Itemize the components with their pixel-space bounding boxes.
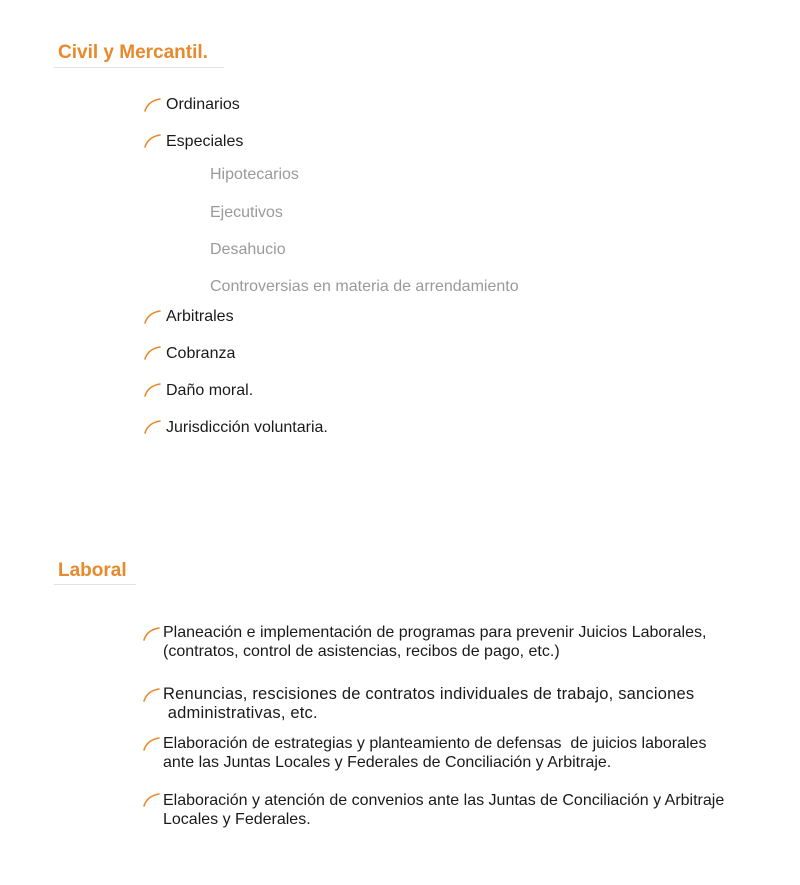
orange-swoosh-icon: [144, 420, 161, 434]
orange-swoosh-icon: [144, 134, 161, 148]
section-underline-civil: [54, 67, 224, 68]
laboral-item-3-line1: Elaboración de estrategias y planteamiento de defensas de juicios laborales: [163, 735, 707, 752]
civil-item-cobranza: Cobranza: [166, 345, 236, 362]
orange-swoosh-icon: [144, 346, 161, 360]
civil-item-ordinarios: Ordinarios: [166, 96, 240, 113]
civil-subitem-hipotecarios: Hipotecarios: [210, 166, 299, 183]
civil-item-dano-moral: Daño moral.: [166, 382, 254, 399]
laboral-item-2-line2: administrativas, etc.: [163, 704, 318, 722]
laboral-item-1: [163, 623, 706, 661]
section-underline-laboral: [54, 584, 136, 585]
orange-swoosh-icon: [143, 737, 160, 751]
orange-swoosh-icon: [144, 310, 161, 324]
laboral-item-4-line1: Elaboración y atención de convenios ante las Juntas de Conciliación y Arbitraje: [163, 792, 725, 809]
laboral-item-2-line1: Renuncias, rescisiones de contratos individuales de trabajo, sanciones: [163, 685, 695, 703]
laboral-item-3-line2: ante las Juntas Locales y Federales de Conciliación y Arbitraje.: [163, 754, 612, 771]
orange-swoosh-icon: [144, 98, 161, 112]
orange-swoosh-icon: [143, 688, 160, 702]
orange-swoosh-icon: [143, 793, 160, 807]
civil-subitem-desahucio: Desahucio: [210, 241, 286, 258]
section-title-laboral: Laboral: [58, 560, 127, 581]
laboral-item-4: [163, 791, 724, 829]
orange-swoosh-icon: [144, 383, 161, 397]
laboral-item-4-line2: Locales y Federales.: [163, 811, 311, 828]
civil-item-arbitrales: Arbitrales: [166, 308, 234, 325]
civil-item-especiales: Especiales: [166, 133, 244, 150]
civil-subitem-ejecutivos: Ejecutivos: [210, 204, 283, 221]
section-title-civil: Civil y Mercantil.: [58, 42, 208, 63]
laboral-item-1-line1: Planeación e implementación de programas para prevenir Juicios Laborales,: [163, 624, 707, 641]
laboral-item-1-line2: (contratos, control de asistencias, recibos de pago, etc.): [163, 643, 560, 660]
laboral-item-3: [163, 734, 706, 772]
civil-subitem-controversias: Controversias en materia de arrendamiento: [210, 278, 519, 295]
orange-swoosh-icon: [143, 627, 160, 641]
civil-item-jurisdiccion: Jurisdicción voluntaria.: [166, 419, 328, 436]
laboral-item-2: [163, 685, 694, 723]
